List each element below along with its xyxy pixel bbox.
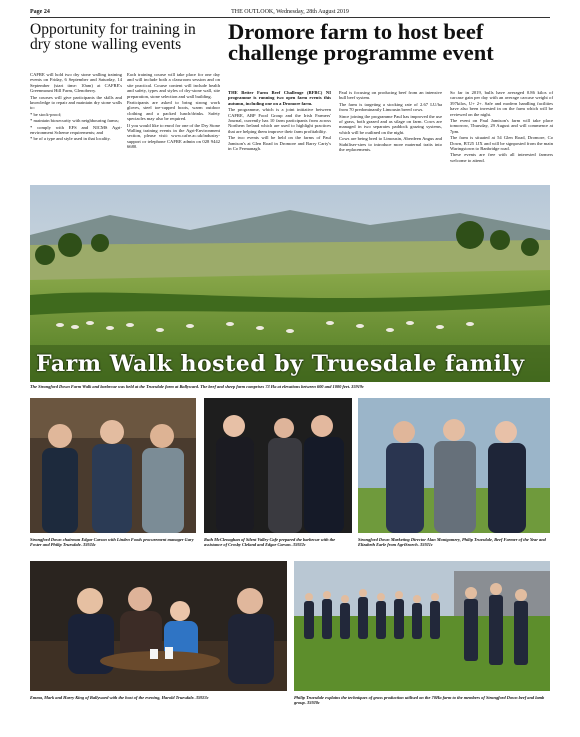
opportunity-headline: Opportunity for training in dry stone walling events: [30, 21, 196, 53]
photo-barbecue: [204, 398, 352, 533]
opportunity-col-1: [30, 72, 122, 143]
caption-c5: Philip Truesdale explains the techniques of grass production utilised on the 70Ha farm to the members of Strangford Down beef and lamb group. 35920c: [294, 695, 545, 706]
paragraph: These events are free with all interested farmers welcome to attend.: [450, 152, 553, 163]
paragraph: * be of a type and style used in that locality.: [30, 136, 111, 142]
paragraph: CAFRE will hold two dry stone walling training events on Friday, 6 September and Saturday, 14 September (start time: 10am) at CAFRE's Greenmount Hill Farm, Glenoberry.: [30, 72, 122, 94]
paragraph: The programme, which is a joint initiative between CAFRE, ABP Food Group and the Irish Farmers' Journal, currently has 10 farm participants from across Northern Ireland which are used to highlight practices that are helping them improve their farm profitability.: [228, 107, 331, 134]
paragraph: Cows are being bred to Limousin, Aberdeen Angus and Stabiliser-sires to introduce more maternal traits into the replacements.: [339, 136, 442, 153]
photo-grass-talk: [294, 561, 550, 691]
paragraph: The event on Paul Jamison's farm will take place tomorrow, Thursday, 29 August and will commence at 7pm.: [450, 118, 553, 134]
page-header: [30, 6, 550, 18]
paragraph: If you would like to enrol for one of the Dry Stone Walling training events in the Agri-Environment section, please visit: www.cafre.ac.uk/industry-support or telephone CAFRE admin on 028 9442 6680.: [127, 122, 221, 150]
opportunity-col-2: [127, 72, 220, 151]
dromore-headline: Dromore farm to host beef challenge programme event: [228, 19, 494, 65]
masthead: THE OUTLOOK, Wednesday, 28th August 2019: [231, 8, 349, 15]
caption-c3: Strangford Down Marketing Director Alan Montgomery, Philip Truesdale, Beef Farmer of the Year and Elizabeth Earle from AgriSearch. 35921c: [358, 537, 546, 548]
paragraph: * comply with EFS and NICMS Agri-environment Scheme requirements; and: [30, 124, 122, 136]
paragraph: The two events will be held on the farms of Paul Jamison's at Glen Road in Dromore and Barry Carty's in Co Fermanagh.: [228, 135, 331, 152]
caption-c4: Emma, Mark and Harry King of Ballyward with the host of the evening, Harold Truesdale. 35923c: [30, 695, 209, 700]
caption-c1: Strangford Down chairman Edgar Carson with Linden Foods procurement manager Gary Foster and Philip Truesdale. 35924c: [30, 537, 194, 548]
farm-walk-banner: Farm Walk hosted by Truesdale family: [36, 351, 525, 377]
paragraph: The farm is targeting a stocking rate of 2.67 LU/ha from 70 predominantly Limousin breed cows.: [339, 101, 442, 113]
page-number: Page 24: [30, 8, 50, 15]
caption-c2: Ruth McClenaghan of Silent Valley Cafe prepared the barbecue with the assistance of Crosby Cleland and Edgar Carson. 35922c: [204, 537, 336, 548]
paragraph: So far in 2019, bulls have averaged 0.86 kilos of carcase gain per day with an average carcase weight of 397kilos, U+ 2+. Safe and modern handling facilities have also been invested in on the farm which will be reviewed on the night.: [450, 90, 553, 117]
paragraph: Since joining the programme Paul has improved the use of grass, both grazed and as silage on farm. Cows are managed in two separates paddock grazing systems, which will be outlined on the night.: [339, 113, 442, 135]
paragraph: Each training course will take place for one day and will include both a classroom session and on site practical. Course content will include health and safety, types and styles of dry-stone wall, site preparation, stone selection and wall building.: [127, 72, 220, 99]
paragraph: Participants are asked to bring strong work gloves, steel toe-capped boots, warm outdoor clothing and a packed lunch/drinks. Safety spectacles may also be required.: [127, 100, 220, 122]
paragraph: The courses will give participants the skills and knowledge to repair and maintain dry stone walls to:: [30, 94, 122, 111]
paragraph: The farm is situated at 54 Glen Road, Dromore, Co Down, BT25 1JX and will be signposted from the main Waringstown to Banbridge road.: [450, 135, 553, 152]
dromore-col-1: [228, 90, 331, 152]
paragraph: * be stock-proof;: [30, 111, 62, 117]
paragraph: Paul is focusing on producing beef from an intensive bull beef system.: [339, 90, 442, 101]
landscape-caption: The Strangford Down Farm Walk and barbecue was held at the Truesdale farm at Ballyward. The beef and sheep farm comprises 73 Ha at elevations between 600 and 1000 feet. 35919c: [30, 384, 365, 389]
photo-king-family: [30, 561, 287, 691]
lead-paragraph: THE Better Farm Beef Challenge (BFBC) NI programme is running two open farm events this autumn, including one on a Dromore farm.: [228, 90, 331, 106]
paragraph: * maintain biosecurity with neighbouring farms;: [30, 118, 119, 124]
dromore-col-2: [339, 90, 442, 153]
photo-award: [358, 398, 550, 533]
photo-three-men: [30, 398, 196, 533]
dromore-col-3: [450, 90, 553, 164]
